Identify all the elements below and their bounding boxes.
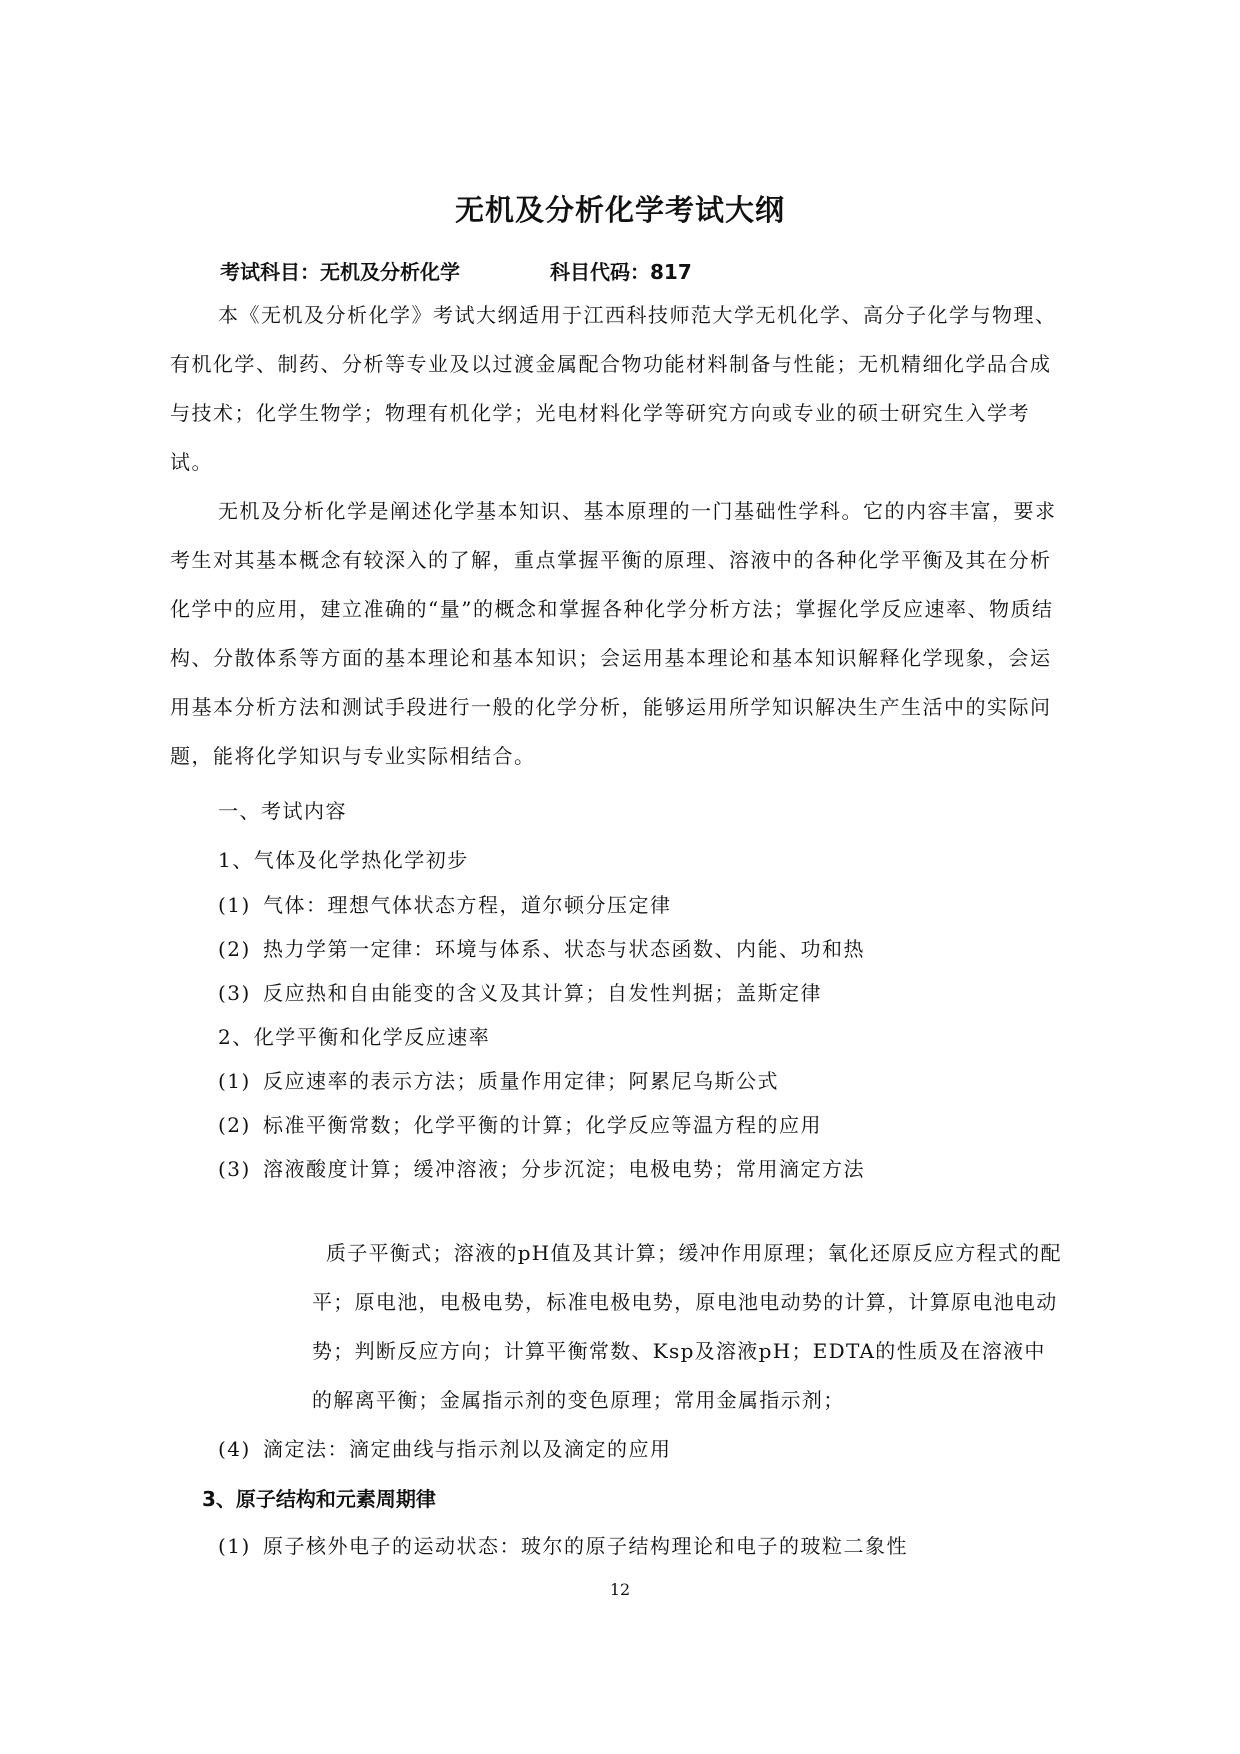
list-item-number: (1): [218, 1534, 251, 1558]
list-item: [218, 1057, 779, 1106]
list-item: [218, 881, 672, 930]
list-item-number: (2): [218, 937, 251, 961]
list-item: [218, 925, 865, 974]
list-item-number: (1): [218, 1069, 251, 1093]
intro-paragraph: 本《无机及分析化学》考试大纲适用于江西科技师范大学无机化学、高分子化学与物理、有机化学、制药、分析等专业及以过渡金属配合物功能材料制备与性能；无机精细化学品合成与技术；化学生物学；物理有机化学；光电材料化学等研究方向或专业的硕士研究生入学考试。: [170, 303, 1057, 474]
subject-code: 科目代码：817: [550, 260, 692, 284]
list-item-text: 热力学第一定律：环境与体系、状态与状态函数、内能、功和热: [263, 937, 865, 961]
list-item-text: 反应速率的表示方法；质量作用定律；阿累尼乌斯公式: [263, 1069, 779, 1093]
list-item-text: 气体：理想气体状态方程，道尔顿分压定律: [263, 893, 672, 917]
list-item-text: 标准平衡常数；化学平衡的计算；化学反应等温方程的应用: [263, 1113, 822, 1137]
list-item-number: (2): [218, 1113, 251, 1137]
list-item-text: 溶液酸度计算；缓冲溶液；分步沉淀；电极电势；常用滴定方法: [263, 1157, 865, 1181]
list-item: [218, 1522, 908, 1571]
subsection-heading-gas-thermo: 1、气体及化学热化学初步: [218, 848, 469, 872]
list-item: [218, 1145, 865, 1194]
exam-meta: [220, 256, 692, 285]
list-item-number: (4): [218, 1437, 251, 1461]
list-item-text: 原子核外电子的运动状态：玻尔的原子结构理论和电子的玻粒二象性: [263, 1534, 908, 1558]
list-item-text: 滴定法：滴定曲线与指示剂以及滴定的应用: [263, 1437, 672, 1461]
subsection-heading-atomic-structure: 3、原子结构和元素周期律: [202, 1487, 436, 1511]
page-number: 12: [609, 1580, 631, 1599]
list-item-number: (3): [218, 1157, 251, 1181]
section-heading-exam-content: 一、考试内容: [218, 799, 347, 823]
list-item: [218, 1101, 822, 1150]
list-item-number: (3): [218, 981, 251, 1005]
detail-paragraph: 质子平衡式；溶液的pH值及其计算；缓冲作用原理；氧化还原反应方程式的配平；原电池，电极电势，标准电极电势，原电池电动势的计算，计算原电池电动势；判断反应方向；计算平衡常数、Ksp及溶液pH；EDTA的性质及在溶液中的解离平衡；金属指示剂的变色原理；常用金属指示剂；: [312, 1241, 1062, 1412]
exam-subject: 考试科目：无机及分析化学: [220, 260, 460, 284]
description-paragraph: 无机及分析化学是阐述化学基本知识、基本原理的一门基础性学科。它的内容丰富，要求考生对其基本概念有较深入的了解，重点掌握平衡的原理、溶液中的各种化学平衡及其在分析化学中的应用，建立准确的“量”的概念和掌握各种化学分析方法；掌握化学反应速率、物质结构、分散体系等方面的基本理论和基本知识；会运用基本理论和基本知识解释化学现象，会运用基本分析方法和测试手段进行一般的化学分析，能够运用所学知识解决生产生活中的实际问题，能将化学知识与专业实际相结合。: [170, 499, 1057, 768]
document-title: 无机及分析化学考试大纲: [454, 193, 785, 227]
list-item: [218, 969, 822, 1018]
subsection-heading-equilibrium-rate: 2、化学平衡和化学反应速率: [218, 1025, 491, 1049]
list-item-number: (1): [218, 893, 251, 917]
list-item: [218, 1425, 672, 1474]
list-item-text: 反应热和自由能变的含义及其计算；自发性判据；盖斯定律: [263, 981, 822, 1005]
